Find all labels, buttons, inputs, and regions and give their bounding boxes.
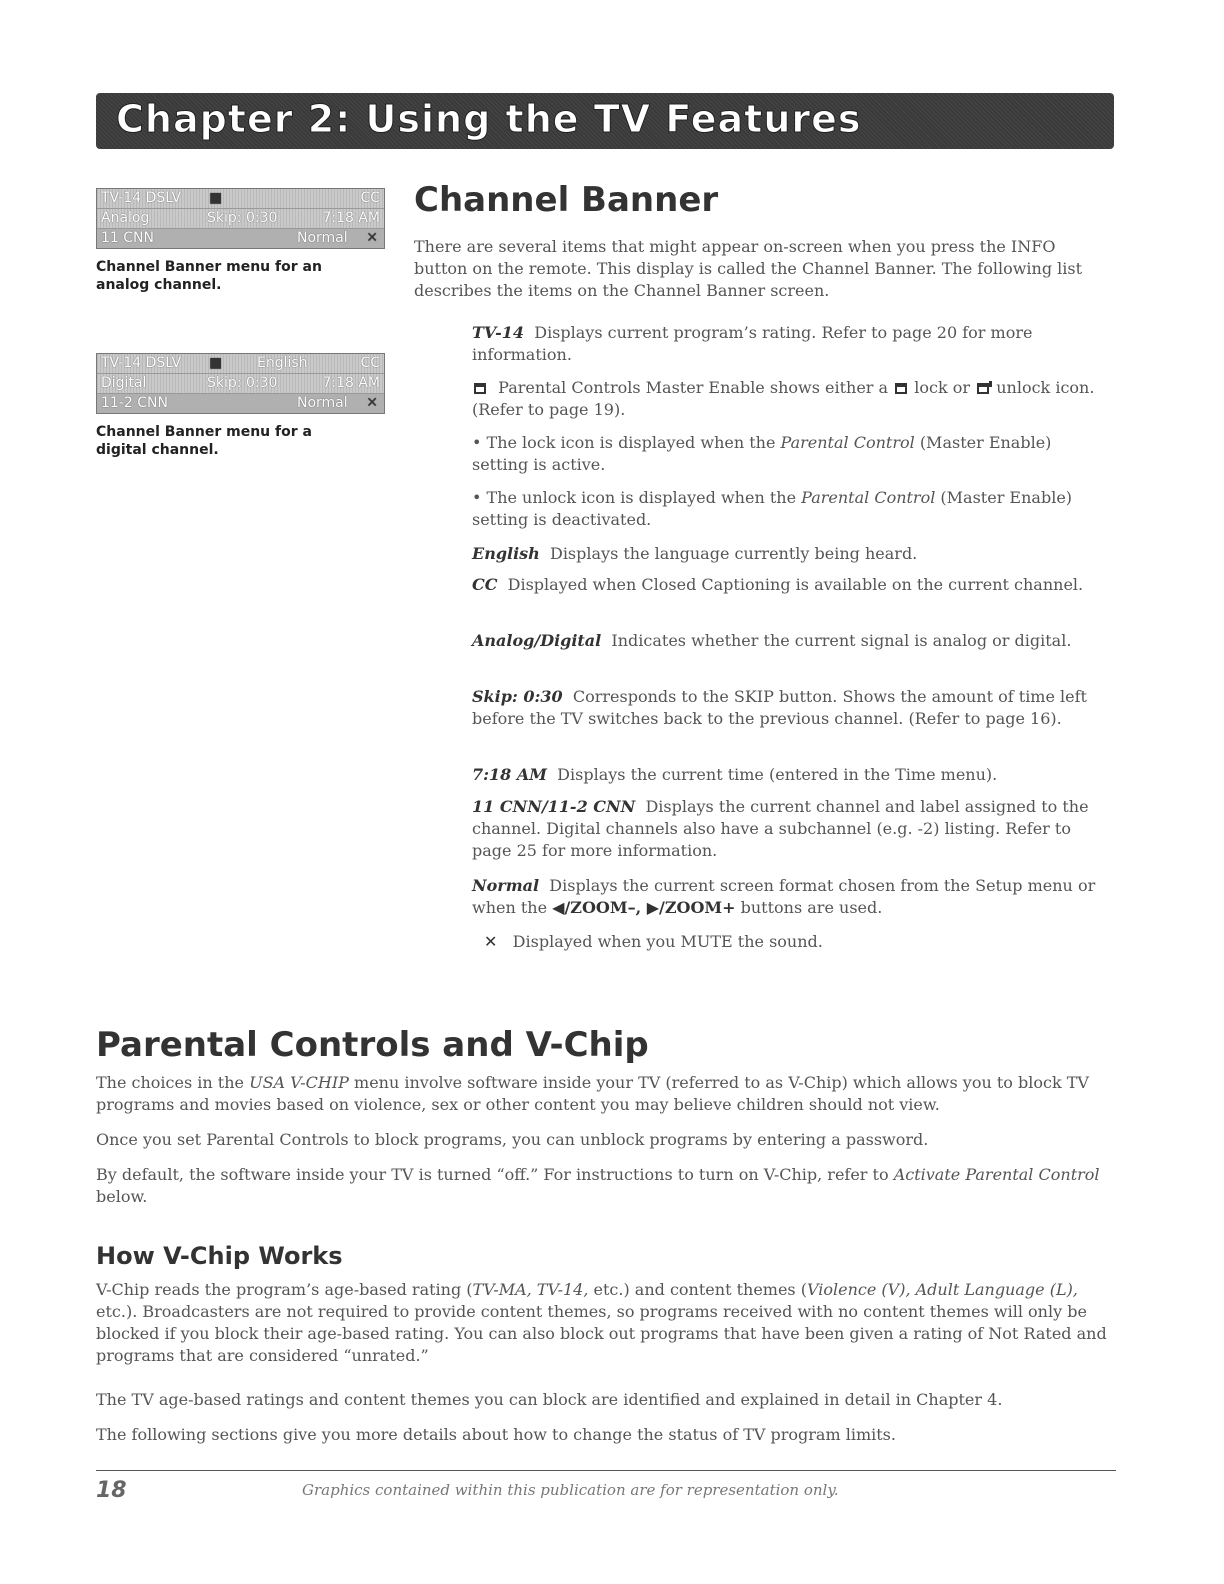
banner-rating: TV-14 DSLV bbox=[101, 355, 182, 371]
mute-icon: ✕ bbox=[366, 395, 378, 411]
banner-rating: TV-14 DSLV bbox=[101, 190, 182, 206]
zoom-buttons-label: ◀/ZOOM–, ▶/ZOOM+ bbox=[552, 898, 736, 917]
banner-time: 7:18 AM bbox=[322, 210, 380, 226]
item-text: Displays the current channel and label assigned to the channel. Digital channels also have a subchannel (e.g. -2) listing. Refer to page 25 for more information. bbox=[472, 797, 1089, 860]
parental-paragraph-1 bbox=[96, 1072, 1106, 1116]
banner-row bbox=[97, 374, 384, 394]
banner-caption-digital: Channel Banner menu for a digital channel. bbox=[96, 424, 312, 458]
mute-icon: ✕ bbox=[366, 230, 378, 246]
lock-icon bbox=[474, 383, 486, 394]
channel-banner-intro: There are several items that might appear on-screen when you press the INFO button on the remote. This display is called the Channel Banner. The following list describes the items on the Channel Banner screen. bbox=[414, 237, 1083, 300]
paragraph-emphasis: Activate Parental Control bbox=[893, 1165, 1100, 1184]
item-english bbox=[472, 543, 1102, 565]
item-text: Displayed when you MUTE the sound. bbox=[512, 932, 823, 951]
term: Skip: 0:30 bbox=[472, 687, 563, 706]
banner-channel: 11-2 CNN bbox=[101, 395, 168, 411]
banner-row bbox=[97, 189, 384, 209]
channel-banner-title: Channel Banner bbox=[414, 180, 719, 220]
item-cc bbox=[472, 574, 1102, 596]
footer-note: Graphics contained within this publication are for representation only. bbox=[302, 1481, 839, 1499]
banner-skip: Skip: 0:30 bbox=[207, 375, 278, 391]
paragraph-text: etc.) and content themes ( bbox=[593, 1280, 807, 1299]
banner-caption-analog: Channel Banner menu for an analog channel. bbox=[96, 259, 322, 293]
channel-banner-analog bbox=[96, 188, 385, 249]
item-text: • The lock icon is displayed when the bbox=[472, 433, 776, 452]
lock-icon: ■ bbox=[209, 190, 223, 206]
item-bullet-lock bbox=[472, 432, 1102, 476]
banner-skip: Skip: 0:30 bbox=[207, 210, 278, 226]
banner-row bbox=[97, 229, 384, 248]
unlock-icon bbox=[977, 383, 989, 394]
item-text: Parental Controls Master Enable shows either a bbox=[498, 378, 889, 397]
item-time bbox=[472, 764, 1102, 786]
banner-signal: Analog bbox=[101, 210, 150, 226]
item-text: unlock icon. (Refer to page 19). bbox=[472, 378, 1095, 419]
item-text: Corresponds to the SKIP button. Shows the amount of time left before the TV switches back to the previous channel. (Refer to page 16). bbox=[472, 687, 1087, 728]
banner-signal: Digital bbox=[101, 375, 147, 391]
term: Analog/Digital bbox=[472, 631, 602, 650]
item-channel bbox=[472, 796, 1102, 862]
term: 11 CNN/11-2 CNN bbox=[472, 797, 636, 816]
item-analog-digital bbox=[472, 630, 1102, 652]
footer-divider bbox=[96, 1470, 1116, 1471]
item-bullet-unlock bbox=[472, 487, 1102, 531]
banner-row bbox=[97, 394, 384, 413]
page-number: 18 bbox=[96, 1478, 127, 1503]
paragraph-text: The choices in the bbox=[96, 1073, 244, 1092]
term: 7:18 AM bbox=[472, 765, 547, 784]
paragraph-emphasis: TV-MA, TV-14, bbox=[472, 1280, 589, 1299]
vchip-paragraph-1 bbox=[96, 1279, 1116, 1367]
term: Normal bbox=[472, 876, 540, 895]
item-lock bbox=[472, 377, 1102, 421]
item-text: Displays the current screen format chosen from the Setup menu or when the bbox=[472, 876, 1096, 917]
term: CC bbox=[472, 575, 498, 594]
lock-icon bbox=[895, 383, 907, 394]
chapter-header-bar bbox=[96, 93, 1114, 149]
parental-controls-title: Parental Controls and V-Chip bbox=[96, 1025, 649, 1065]
parental-paragraph-3 bbox=[96, 1164, 1106, 1208]
item-normal bbox=[472, 875, 1102, 919]
paragraph-emphasis: USA V-CHIP bbox=[249, 1073, 349, 1092]
chapter-title: Chapter 2: Using the TV Features bbox=[116, 97, 862, 141]
how-vchip-works-title: How V-Chip Works bbox=[96, 1242, 343, 1270]
item-text: (Master Enable) setting is active. bbox=[472, 433, 1052, 474]
banner-time: 7:18 AM bbox=[322, 375, 380, 391]
item-text: buttons are used. bbox=[740, 898, 883, 917]
item-text: Indicates whether the current signal is analog or digital. bbox=[611, 631, 1072, 650]
item-emphasis: Parental Control bbox=[780, 433, 915, 452]
paragraph-text: V-Chip reads the program’s age-based rating ( bbox=[96, 1280, 473, 1299]
banner-format: Normal bbox=[297, 395, 348, 411]
paragraph-emphasis: Violence (V), Adult Language (L), bbox=[806, 1280, 1078, 1299]
banner-channel: 11 CNN bbox=[101, 230, 154, 246]
paragraph-text: By default, the software inside your TV is turned “off.” For instructions to turn on V-Chip, refer to bbox=[96, 1165, 889, 1184]
paragraph-text: below. bbox=[96, 1187, 148, 1206]
item-text: Displays the language currently being heard. bbox=[549, 544, 918, 563]
item-text: • The unlock icon is displayed when the bbox=[472, 488, 797, 507]
banner-language: English bbox=[257, 355, 308, 371]
item-text: Displays the current time (entered in the Time menu). bbox=[557, 765, 998, 784]
banner-format: Normal bbox=[297, 230, 348, 246]
term: TV-14 bbox=[472, 323, 525, 342]
vchip-paragraph-3: The following sections give you more details about how to change the status of TV program limits. bbox=[96, 1425, 896, 1444]
paragraph-text: menu involve software inside your TV (referred to as V-Chip) which allows you to block TV programs and movies based on violence, sex or other content you may believe children should not view. bbox=[96, 1073, 1089, 1114]
parental-paragraph-2: Once you set Parental Controls to block programs, you can unblock programs by entering a password. bbox=[96, 1130, 929, 1149]
lock-icon: ■ bbox=[209, 355, 223, 371]
banner-cc: CC bbox=[360, 355, 380, 371]
vchip-paragraph-2: The TV age-based ratings and content themes you can block are identified and explained in detail in Chapter 4. bbox=[96, 1390, 1003, 1409]
channel-banner-digital bbox=[96, 353, 385, 414]
item-emphasis: Parental Control bbox=[801, 488, 936, 507]
item-tv14 bbox=[472, 322, 1102, 366]
item-text: Displays current program’s rating. Refer to page 20 for more information. bbox=[472, 323, 1033, 364]
banner-row bbox=[97, 209, 384, 229]
mute-icon: ✕ bbox=[484, 932, 498, 951]
banner-cc: CC bbox=[360, 190, 380, 206]
item-mute bbox=[484, 931, 1104, 953]
paragraph-text: etc.). Broadcasters are not required to provide content themes, so programs received with no content themes will only be blocked if you block their age-based rating. You can also block out programs that have been given a rating of Not Rated and programs that are considered “unrated.” bbox=[96, 1302, 1107, 1365]
item-text: lock or bbox=[914, 378, 971, 397]
banner-row bbox=[97, 354, 384, 374]
item-text: (Master Enable) setting is deactivated. bbox=[472, 488, 1073, 529]
item-skip bbox=[472, 686, 1102, 730]
item-text: Displayed when Closed Captioning is available on the current channel. bbox=[507, 575, 1084, 594]
term: English bbox=[472, 544, 540, 563]
